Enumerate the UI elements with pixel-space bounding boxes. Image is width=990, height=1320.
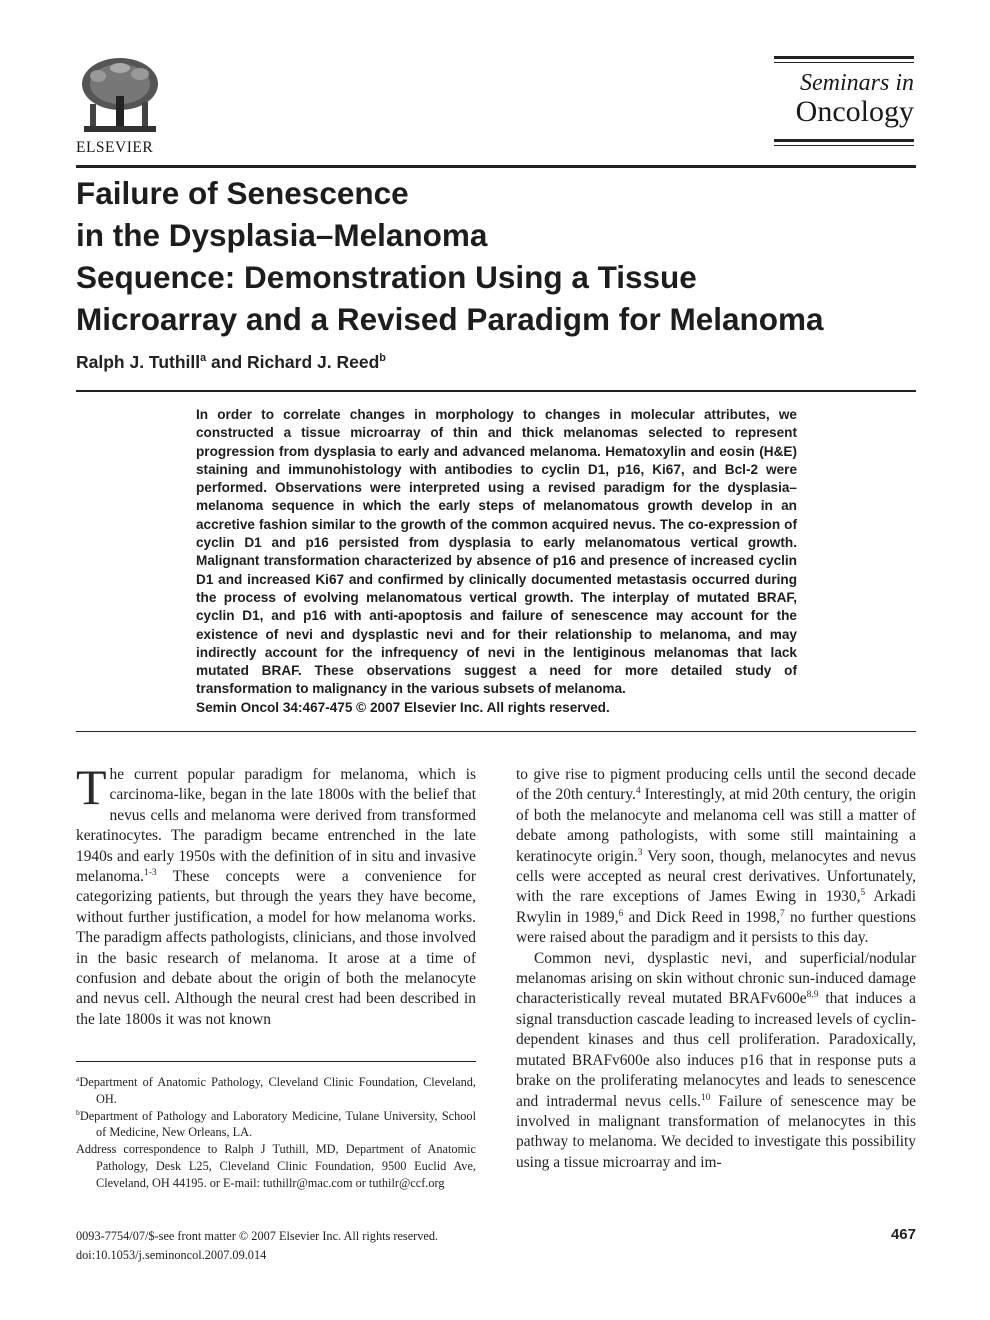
- abstract: In order to correlate changes in morphology to changes in molecular attributes, we constructed a tissue microarray of thin and thick melanomas selected to represent progression from dysplasia to early and advanced melanoma. Hematoxylin and eosin (H&E) staining and immunohistology with antibodies to cyclin D1, p16, Ki67, and Bcl-2 were performed. Observations were interpreted using a revised paradigm for the dysplasia–melanoma sequence in which the early steps of melanomatous growth develop in an accretive fashion similar to the growth of the common acquired nevus. The co-expression of cyclin D1 and p16 persisted from dysplasia to early melanomatous vertical growth. Malignant transformation characterized by absence of p16 and presence of increased cyclin D1 and increased Ki67 and confirmed by clinically documented metastasis occurred during the process of evolving melanomatous vertical growth. The interplay of mutated BRAF, cyclin D1, and p16 with anti-apoptosis and failure of senescence may account for the existence of nevi and dysplastic nevi and for their relationship to melanoma, and may indirectly account for the infrequency of nevi in the lentiginous melanomas that lack mutated BRAF. These observations suggest a need for more detailed study of transformation to malignancy in the various subsets of melanoma.: [196, 407, 797, 697]
- affiliation-footnote: [76, 1074, 476, 1108]
- reference-link[interactable]: 7: [780, 907, 785, 919]
- body-column-left: [76, 759, 476, 1030]
- affiliation-mark: a: [200, 352, 207, 365]
- paragraph-text: to give rise to pigment producing cells until the second decade of the 20th century.: [516, 766, 916, 804]
- drop-cap: T: [76, 759, 107, 815]
- reference-link[interactable]: 3: [637, 846, 643, 858]
- citation-line: Semin Oncol 34:467-475 © 2007 Elsevier Inc. All rights reserved.: [196, 700, 610, 715]
- page-footer: [76, 1227, 438, 1264]
- publisher-logo: [76, 56, 168, 157]
- journal-bottom-rule: [774, 139, 914, 146]
- journal-name-line2: Oncology: [795, 95, 914, 128]
- footnotes: [76, 1074, 476, 1192]
- body-column-right: [516, 765, 916, 1173]
- affiliation-mark: b: [379, 352, 386, 365]
- title-line: Sequence: Demonstration Using a Tissue: [76, 259, 697, 295]
- footnote-text: Department of Pathology and Laboratory Medicine, Tulane University, School of Medicine, New Orleans, LA.: [79, 1108, 476, 1140]
- reference-link[interactable]: 4: [635, 785, 641, 797]
- reference-link[interactable]: 8,9: [806, 989, 819, 1001]
- journal-top-rule: [774, 56, 914, 63]
- abstract-rule: [76, 731, 916, 732]
- header-rule: [76, 165, 916, 168]
- paragraph-text: he current popular paradigm for melanoma, which is carcinoma-like, began in the late 1800s with the belief that nevus cells and melanoma were derived from transformed keratinocytes. The paradigm became entrenched in the late 1940s and early 1950s with the definition of in situ and invasive melanoma.: [76, 766, 476, 886]
- journal-masthead: [774, 56, 914, 146]
- affiliation-mark: b: [76, 1107, 80, 1117]
- reference-link[interactable]: 1-3: [143, 866, 157, 878]
- affiliation-mark: a: [76, 1073, 80, 1083]
- paragraph-text: These concepts were a convenience for categorizing patients, but through the years they have become, without further justification, a model for how melanoma works. The paradigm affects pathologists, clinicians, and those involved in the basic research of melanoma. It arose at a time of confusion and debate about the origin of both the melanocyte and nevus cell. Although the neural crest had been described in the late 1800s it was not known: [76, 868, 476, 1028]
- correspondence-footnote: Address correspondence to Ralph J Tuthill, MD, Department of Anatomic Pathology, Desk L25, Cleveland Clinic Foundation, 9500 Euclid Ave, Cleveland, OH 44195. or E-mail: tuthillr@mac.com or tuthilr@ccf.org: [76, 1142, 476, 1190]
- issn-line: 0093-7754/07/$-see front matter © 2007 Elsevier Inc. All rights reserved.: [76, 1229, 439, 1243]
- title-line: Microarray and a Revised Paradigm for Melanoma: [76, 301, 824, 337]
- body-paragraph: [516, 949, 916, 1173]
- author-name: Richard J. Reed: [247, 352, 380, 372]
- reference-link[interactable]: 10: [700, 1091, 711, 1103]
- paragraph-text: Arkadi Rwylin in 1989,: [516, 888, 916, 926]
- paragraph-text: Common nevi, dysplastic nevi, and superficial/nodular melanomas arising on skin without chronic sun-induced damage characteristically reveal mutated BRAFv600e: [516, 949, 916, 1008]
- publisher-name: ELSEVIER: [76, 139, 154, 156]
- page-number: 467: [890, 1226, 916, 1243]
- article-title: [76, 172, 916, 340]
- journal-name-line1: Seminars in: [800, 70, 914, 96]
- affiliation-footnote: [76, 1108, 476, 1142]
- reference-link[interactable]: 5: [860, 887, 866, 899]
- paragraph-text: Interestingly, at mid 20th century, the origin of both the melanocyte and melanoma cell was still a matter of debate among pathologists, with some still maintaining a keratinocyte origin.: [516, 786, 916, 865]
- reference-link[interactable]: 6: [618, 907, 624, 919]
- paragraph-text: Failure of senescence may be involved in malignant transformation of melanocytes in this pathway to melanoma. We decided to investigate this possibility using a tissue microarray and im-: [516, 1092, 916, 1171]
- author-conjunction: and: [206, 352, 247, 372]
- body-paragraph: [516, 765, 916, 949]
- paragraph-text: that induces a signal transduction cascade leading to increased levels of cyclin-dependent kinases and thus cell proliferation. Paradoxically, mutated BRAFv600e also induces p16 that in response puts a brake on the proliferating melanocytes and leads to senescence and intradermal nevus cells.: [516, 990, 916, 1110]
- title-rule: [76, 390, 916, 392]
- doi-link[interactable]: doi:10.1053/j.seminoncol.2007.09.014: [76, 1247, 267, 1262]
- author-list: [76, 352, 386, 373]
- author-name: Ralph J. Tuthill: [76, 352, 201, 372]
- title-line: in the Dysplasia–Melanoma: [76, 217, 488, 253]
- paragraph-text: and Dick Reed in 1998,: [623, 908, 780, 926]
- paragraph-text: Very soon, though, melanocytes and nevus cells were accepted as neural crest derivatives. Unfortunately, with the rare exceptions of James Ewing in 1930,: [516, 847, 916, 906]
- body-paragraph: [76, 759, 476, 1030]
- paragraph-text: no further questions were raised about the paradigm and it persists to this day.: [516, 908, 917, 947]
- elsevier-tree-logo: [76, 56, 164, 138]
- title-line: Failure of Senescence: [76, 175, 409, 211]
- footnote-text: Department of Anatomic Pathology, Cleveland Clinic Foundation, Cleveland, OH.: [79, 1075, 476, 1106]
- footnote-rule: [76, 1061, 476, 1062]
